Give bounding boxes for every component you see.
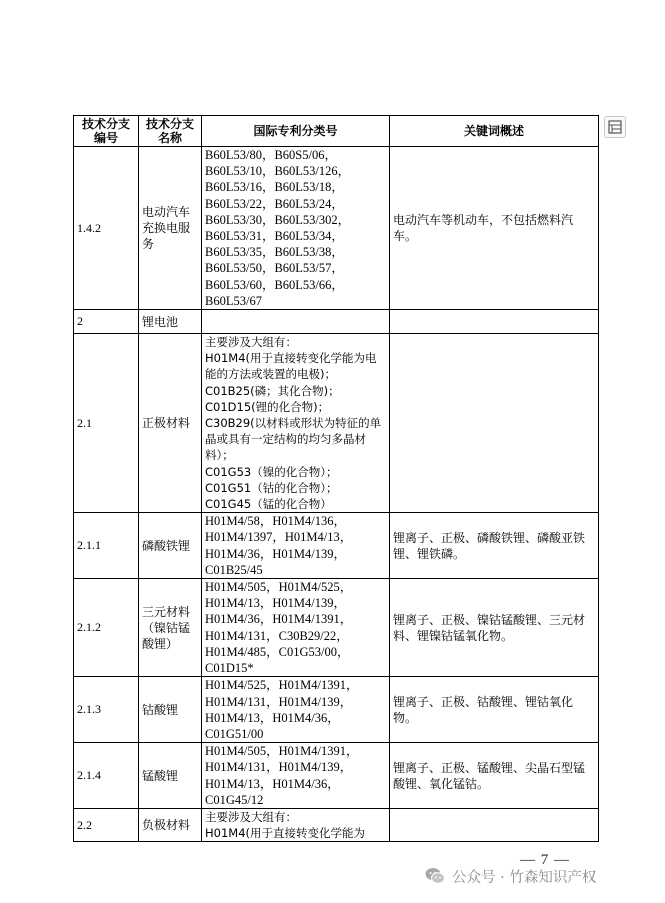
keywords: 锂离子、正极、镍钴锰酸锂、三元材料、锂镍钴锰氧化物。 bbox=[390, 579, 599, 677]
ipc-code-line: B60L53/16，B60L53/18， bbox=[205, 180, 344, 195]
branch-number: 2.1.1 bbox=[74, 513, 139, 579]
branch-name: 三元材料（镍钴锰酸锂） bbox=[139, 579, 202, 677]
keywords: 电动汽车等机动车，不包括燃料汽车。 bbox=[390, 147, 599, 310]
branch-name: 锰酸锂 bbox=[139, 743, 202, 809]
ipc-code-line: H01M4/131，C30B29/22， bbox=[205, 628, 349, 643]
ipc-code-line: B60L53/80，B60S5/06， bbox=[205, 148, 337, 162]
table-row bbox=[74, 808, 599, 841]
branch-name: 钴酸锂 bbox=[139, 677, 202, 743]
ipc-codes bbox=[202, 334, 390, 513]
ipc-code-line: C01D15* bbox=[205, 661, 254, 676]
ipc-code-line: C01B25/45 bbox=[205, 562, 263, 577]
ipc-codes bbox=[202, 513, 390, 579]
ipc-codes bbox=[202, 808, 390, 841]
ipc-codes bbox=[202, 579, 390, 677]
table-row bbox=[74, 310, 599, 334]
wechat-icon bbox=[424, 865, 446, 887]
ipc-code-line: B60L53/67 bbox=[205, 293, 262, 308]
branch-number: 1.4.2 bbox=[74, 147, 139, 310]
table-row bbox=[74, 513, 599, 579]
branch-name: 锂电池 bbox=[139, 310, 202, 334]
header-keywords: 关键词概述 bbox=[390, 116, 599, 147]
keywords bbox=[390, 334, 599, 513]
ipc-code-line: C01G51/00 bbox=[205, 726, 264, 741]
ipc-code-line: H01M4/505，H01M4/525， bbox=[205, 580, 353, 595]
keywords: 锂离子、正极、钴酸锂、锂钴氧化物。 bbox=[390, 677, 599, 743]
grid-view-icon[interactable] bbox=[604, 116, 626, 138]
ipc-code-line: C01D15(锂的化合物)； bbox=[205, 399, 330, 414]
ipc-code-line: B60L53/50，B60L53/57， bbox=[205, 261, 344, 276]
branch-name: 负极材料 bbox=[139, 808, 202, 841]
ipc-codes bbox=[202, 310, 390, 334]
ipc-code-line: H01M4/525，H01M4/1391， bbox=[205, 678, 359, 693]
ipc-code-line: C30B29(以材料或形状为特征的单晶或具有一定结构的均匀多晶材料）； bbox=[205, 416, 382, 463]
ipc-code-line: H01M4(用于直接转变化学能为电能的方法或装置的电极)； bbox=[205, 351, 377, 382]
ipc-code-line: H01M4/131，H01M4/139， bbox=[205, 760, 353, 775]
ipc-code-line: H01M4/58，H01M4/136， bbox=[205, 514, 346, 529]
ipc-code-line: H01M4/36，H01M4/1391， bbox=[205, 612, 353, 627]
ipc-codes bbox=[202, 147, 390, 310]
ipc-code-line: H01M4/13，H01M4/139， bbox=[205, 596, 346, 611]
ipc-code-line: B60L53/31，B60L53/34， bbox=[205, 229, 344, 244]
ipc-code-line: H01M4/13，H01M4/36， bbox=[205, 710, 340, 725]
ipc-code-line: H01M4/505，H01M4/1391， bbox=[205, 744, 359, 759]
patent-classification-table bbox=[73, 115, 599, 842]
ipc-code-line: H01M4/36，H01M4/139， bbox=[205, 546, 346, 561]
keywords: 锂离子、正极、锰酸锂、尖晶石型锰酸锂、氧化锰钴。 bbox=[390, 743, 599, 809]
ipc-code-line: B60L53/30，B60L53/302， bbox=[205, 212, 351, 227]
table-row bbox=[74, 579, 599, 677]
ipc-code-line: B60L53/60，B60L53/66， bbox=[205, 277, 344, 292]
ipc-code-line: C01G45（锰的化合物） bbox=[205, 497, 332, 512]
watermark bbox=[424, 864, 596, 888]
branch-number: 2.2 bbox=[74, 808, 139, 841]
ipc-codes bbox=[202, 677, 390, 743]
ipc-code-line: 主要涉及大组有： bbox=[205, 335, 297, 350]
branch-number: 2.1.2 bbox=[74, 579, 139, 677]
branch-number: 2.1.4 bbox=[74, 743, 139, 809]
ipc-code-line: C01G45/12 bbox=[205, 792, 264, 807]
ipc-code-line: B60L53/35，B60L53/38， bbox=[205, 245, 344, 260]
ipc-code-line: H01M4(用于直接转变化学能为 bbox=[205, 826, 366, 841]
table-header-row bbox=[74, 116, 599, 147]
ipc-code-line: H01M4/13，H01M4/36， bbox=[205, 776, 340, 791]
ipc-code-line: B60L53/22，B60L53/24， bbox=[205, 196, 344, 211]
keywords: 锂离子、正极、磷酸铁锂、磷酸亚铁锂、锂铁磷。 bbox=[390, 513, 599, 579]
branch-number: 2.1 bbox=[74, 334, 139, 513]
watermark-text: 公众号 · 竹森知识产权 bbox=[452, 869, 597, 886]
branch-name: 电动汽车充换电服务 bbox=[139, 147, 202, 310]
table-row bbox=[74, 147, 599, 310]
ipc-code-line: H01M4/131，H01M4/139， bbox=[205, 694, 353, 709]
branch-name: 磷酸铁锂 bbox=[139, 513, 202, 579]
branch-name: 正极材料 bbox=[139, 334, 202, 513]
keywords bbox=[390, 808, 599, 841]
ipc-code-line: 主要涉及大组有： bbox=[205, 809, 297, 824]
table-row bbox=[74, 334, 599, 513]
ipc-code-line: C01G51（钴的化合物）； bbox=[205, 480, 338, 495]
header-ipc: 国际专利分类号 bbox=[202, 116, 390, 147]
branch-number: 2 bbox=[74, 310, 139, 334]
header-branch-number: 技术分支 编号 bbox=[74, 116, 139, 147]
ipc-code-line: C01G53（镍的化合物）； bbox=[205, 464, 338, 479]
ipc-code-line: H01M4/1397，H01M4/13， bbox=[205, 530, 353, 545]
ipc-code-line: B60L53/10，B60L53/126， bbox=[205, 164, 351, 179]
ipc-codes bbox=[202, 743, 390, 809]
header-branch-name: 技术分支 名称 bbox=[139, 116, 202, 147]
page-number: — 7 — bbox=[520, 852, 570, 868]
ipc-code-line: H01M4/485，C01G53/00， bbox=[205, 644, 350, 659]
keywords bbox=[390, 310, 599, 334]
branch-number: 2.1.3 bbox=[74, 677, 139, 743]
table-row bbox=[74, 677, 599, 743]
table-row bbox=[74, 743, 599, 809]
ipc-code-line: C01B25(磷；其化合物)； bbox=[205, 383, 340, 398]
table-body bbox=[74, 147, 599, 842]
